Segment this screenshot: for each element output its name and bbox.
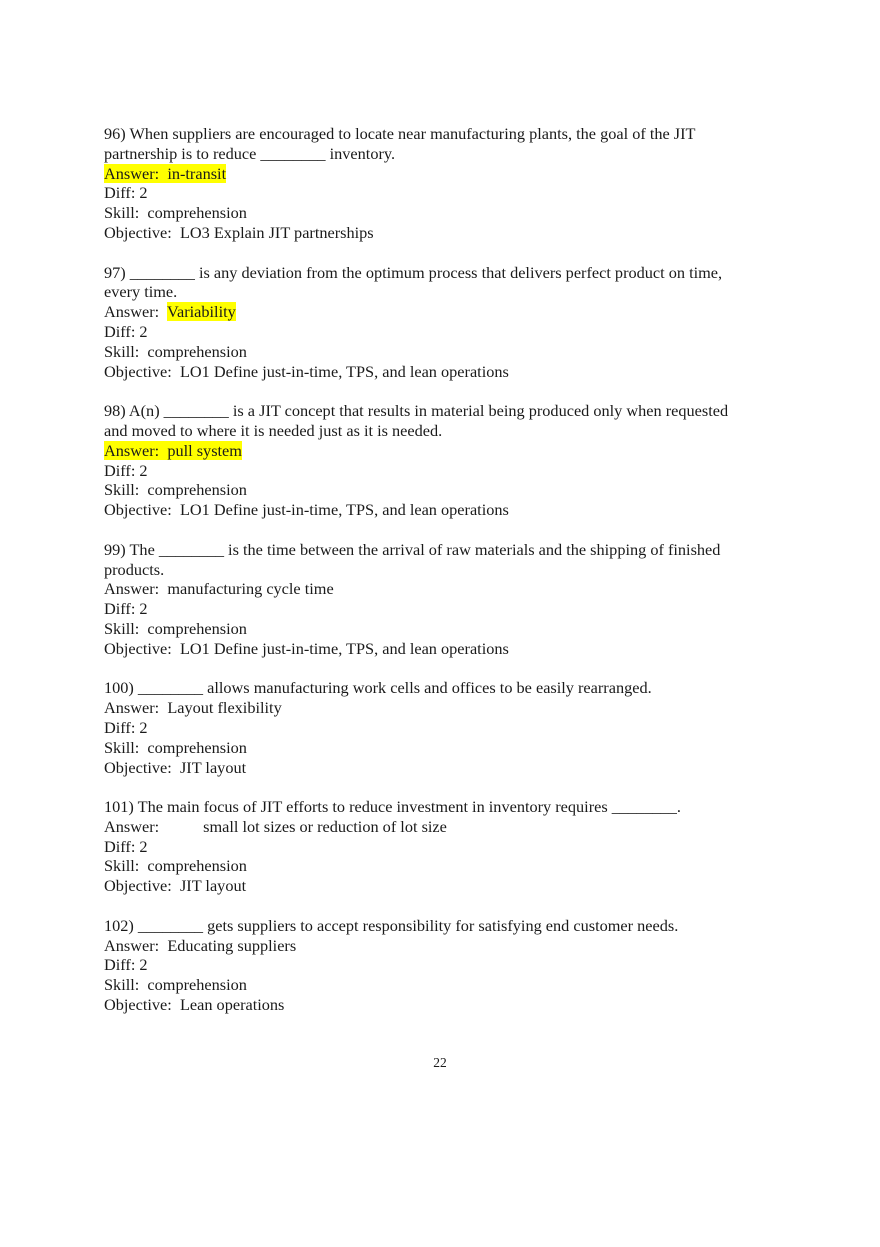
question-list — [104, 124, 794, 1035]
answer-label: Answer: — [104, 816, 160, 836]
answer-line — [104, 579, 794, 599]
answer-value: small lot sizes or reduction of lot size — [203, 816, 447, 836]
question-text-line — [104, 797, 794, 817]
question-text-line — [104, 678, 794, 698]
question-item-98 — [104, 401, 794, 520]
diff-line: Diff: 2 — [104, 183, 148, 203]
question-item-100 — [104, 678, 794, 777]
answer-value: Layout flexibility — [167, 698, 282, 718]
skill-line: Skill: comprehension — [104, 737, 247, 757]
question-item-101 — [104, 797, 794, 896]
question-text: ________ is any deviation from the optimum process that delivers perfect product on time, — [129, 262, 723, 282]
answer-label: Answer: — [104, 579, 160, 599]
question-text: ________ gets suppliers to accept responsibility for satisfying end customer needs. — [137, 915, 679, 935]
question-text-line: and moved to where it is needed just as it is needed. — [104, 420, 443, 440]
answer-label: Answer: — [104, 698, 160, 718]
question-number: 98) — [104, 401, 126, 421]
question-number: 101) — [104, 797, 134, 817]
question-text-line — [104, 263, 794, 283]
question-number: 102) — [104, 915, 134, 935]
question-number: 100) — [104, 678, 134, 698]
answer-label: Answer: — [104, 302, 160, 322]
question-number: 99) — [104, 539, 126, 559]
answer-line — [104, 817, 794, 837]
question-number: 96) — [104, 124, 126, 143]
diff-line: Diff: 2 — [104, 599, 148, 619]
skill-line: Skill: comprehension — [104, 618, 247, 638]
answer-highlight — [104, 164, 226, 183]
objective-line: Objective: LO1 Define just-in-time, TPS, and lean operations — [104, 638, 509, 658]
skill-line: Skill: comprehension — [104, 203, 247, 223]
objective-line: Objective: LO3 Explain JIT partnerships — [104, 222, 374, 242]
question-text-line — [104, 540, 794, 560]
answer-label: Answer: — [104, 163, 160, 183]
answer-line — [104, 441, 794, 461]
answer-highlight — [104, 441, 242, 460]
diff-line: Diff: 2 — [104, 717, 148, 737]
question-item-96 — [104, 124, 794, 243]
skill-line: Skill: comprehension — [104, 856, 247, 876]
skill-line: Skill: comprehension — [104, 480, 247, 500]
question-item-102 — [104, 916, 794, 1015]
diff-line: Diff: 2 — [104, 460, 148, 480]
answer-value: in-transit — [167, 163, 227, 183]
question-text-line — [104, 916, 794, 936]
skill-line: Skill: comprehension — [104, 341, 247, 361]
question-text: The main focus of JIT efforts to reduce investment in inventory requires ________. — [137, 797, 681, 817]
question-text: When suppliers are encouraged to locate near manufacturing plants, the goal of the JIT — [129, 124, 696, 143]
answer-line — [104, 698, 794, 718]
objective-line: Objective: JIT layout — [104, 757, 247, 777]
objective-line: Objective: LO1 Define just-in-time, TPS, and lean operations — [104, 361, 509, 381]
answer-value: manufacturing cycle time — [167, 579, 334, 599]
diff-line: Diff: 2 — [104, 955, 148, 975]
answer-line — [104, 164, 794, 184]
question-number: 97) — [104, 262, 126, 282]
objective-line: Objective: Lean operations — [104, 995, 285, 1015]
question-text: The ________ is the time between the arrival of raw materials and the shipping of finished — [129, 539, 721, 559]
answer-label: Answer: — [104, 935, 160, 955]
question-item-97 — [104, 263, 794, 382]
answer-line — [104, 302, 794, 322]
answer-value: Variability — [167, 302, 236, 322]
objective-line: Objective: JIT layout — [104, 876, 247, 896]
question-text: ________ allows manufacturing work cells and offices to be easily rearranged. — [137, 678, 652, 698]
answer-value: pull system — [167, 440, 242, 460]
page-number: 22 — [433, 1055, 447, 1070]
answer-label: Answer: — [104, 440, 160, 460]
answer-line — [104, 936, 794, 956]
diff-line: Diff: 2 — [104, 321, 148, 341]
question-item-99 — [104, 540, 794, 659]
question-text-line — [104, 401, 794, 421]
question-text: A(n) ________ is a JIT concept that results in material being produced only when requested — [128, 401, 729, 421]
question-text-line: partnership is to reduce ________ inventory. — [104, 143, 396, 163]
answer-value: Educating suppliers — [167, 935, 297, 955]
question-text-line: every time. — [104, 282, 178, 302]
skill-line: Skill: comprehension — [104, 975, 247, 995]
objective-line: Objective: LO1 Define just-in-time, TPS, and lean operations — [104, 500, 509, 520]
diff-line: Diff: 2 — [104, 836, 148, 856]
question-text-line — [104, 124, 794, 144]
question-text-line: products. — [104, 559, 165, 579]
